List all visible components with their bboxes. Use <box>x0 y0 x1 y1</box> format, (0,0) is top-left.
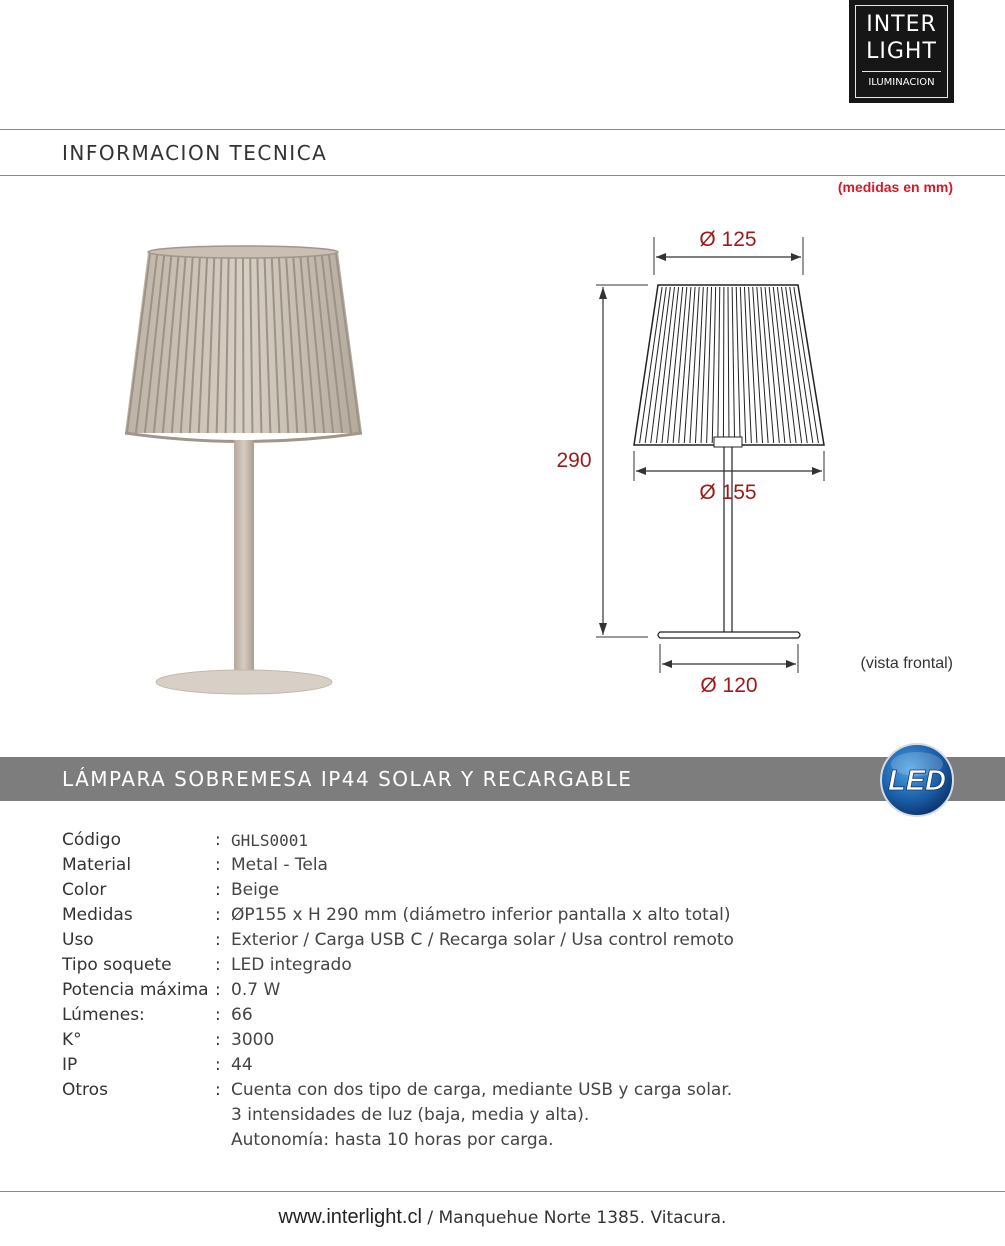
footer-separator: / <box>427 1208 434 1228</box>
spec-colon: : <box>215 1055 221 1075</box>
top-diameter-label: Ø 125 <box>699 228 757 251</box>
spec-label: K° <box>62 1030 82 1050</box>
spec-value: ØP155 x H 290 mm (diámetro inferior pantalla x alto total) <box>231 905 731 925</box>
spec-label: Código <box>62 830 121 850</box>
shade-top-rim <box>148 246 338 258</box>
lamp-photo <box>110 230 370 700</box>
interlight-logo <box>849 0 954 103</box>
product-title: LÁMPARA SOBREMESA IP44 SOLAR Y RECARGABLE <box>62 767 633 791</box>
arrow-icon <box>636 467 646 475</box>
spec-colon: : <box>215 1080 221 1100</box>
otros-line: Autonomía: hasta 10 horas por carga. <box>231 1130 554 1150</box>
led-badge-text: LED <box>888 765 946 797</box>
arrow-icon <box>599 623 607 635</box>
lamp-base <box>156 670 332 694</box>
spec-value: GHLS0001 <box>231 831 309 850</box>
logo-line-2: LIGHT <box>866 39 937 64</box>
spec-colon: : <box>215 880 221 900</box>
spec-value: 66 <box>231 1005 253 1025</box>
arrow-icon <box>786 660 796 668</box>
footer-rule <box>0 1191 1005 1192</box>
led-badge-icon <box>879 742 955 818</box>
arrow-icon <box>662 660 672 668</box>
base-diameter-label: Ø 120 <box>700 674 758 697</box>
rope-strand <box>243 254 244 433</box>
footer-address: Manquehue Norte 1385. Vitacura. <box>438 1208 727 1228</box>
height-label: 290 <box>556 449 592 472</box>
lamp-pole <box>234 440 254 680</box>
shade-hub <box>714 437 742 447</box>
otros-line: 3 intensidades de luz (baja, media y alta). <box>231 1105 590 1125</box>
spec-label: IP <box>62 1055 78 1075</box>
arrow-icon <box>791 253 801 261</box>
base-drawing <box>658 632 800 638</box>
logo-line-3: ILUMINACION <box>868 77 935 88</box>
spec-value: Exterior / Carga USB C / Recarga solar / Usa control remoto <box>231 930 734 950</box>
footer <box>0 1206 1005 1229</box>
website-link[interactable]: www.interlight.cl <box>278 1206 422 1228</box>
spec-colon: : <box>215 955 221 975</box>
product-title-band <box>0 757 1005 801</box>
shade-drawing <box>634 285 824 445</box>
arrow-icon <box>599 287 607 299</box>
spec-label: Lúmenes: <box>62 1005 145 1025</box>
spec-label: Color <box>62 880 107 900</box>
spec-value: 3000 <box>231 1030 275 1050</box>
arrow-icon <box>656 253 666 261</box>
spec-colon: : <box>215 830 221 850</box>
spec-colon: : <box>215 980 221 1000</box>
spec-colon: : <box>215 905 221 925</box>
arrow-icon <box>812 467 822 475</box>
spec-colon: : <box>215 855 221 875</box>
spec-label: Uso <box>62 930 94 950</box>
logo-frame <box>855 5 948 98</box>
logo-line-1: INTER <box>866 12 937 37</box>
spec-label: Otros <box>62 1080 108 1100</box>
section-rule <box>0 175 1005 176</box>
spec-colon: : <box>215 1030 221 1050</box>
top-rule <box>0 129 1005 130</box>
logo-divider <box>862 71 941 72</box>
spec-label: Potencia máxima <box>62 980 209 1000</box>
spec-label: Material <box>62 855 132 875</box>
spec-colon: : <box>215 1005 221 1025</box>
spec-value-lines <box>231 1079 732 1154</box>
view-note: (vista frontal) <box>860 655 953 672</box>
section-title: INFORMACION TECNICA <box>62 141 328 165</box>
spec-value: 0.7 W <box>231 980 281 1000</box>
rope-strand <box>235 254 236 433</box>
otros-line: Cuenta con dos tipo de carga, mediante USB y carga solar. <box>231 1080 733 1100</box>
spec-value: Metal - Tela <box>231 855 328 875</box>
spec-value: 44 <box>231 1055 253 1075</box>
dimension-diagram <box>540 215 840 705</box>
spec-colon: : <box>215 930 221 950</box>
spec-label: Tipo soquete <box>62 955 172 975</box>
shade-diameter-label: Ø 155 <box>699 481 757 504</box>
units-note: (medidas en mm) <box>837 179 953 195</box>
spec-value: Beige <box>231 880 280 900</box>
spec-value: LED integrado <box>231 955 352 975</box>
spec-label: Medidas <box>62 905 133 925</box>
